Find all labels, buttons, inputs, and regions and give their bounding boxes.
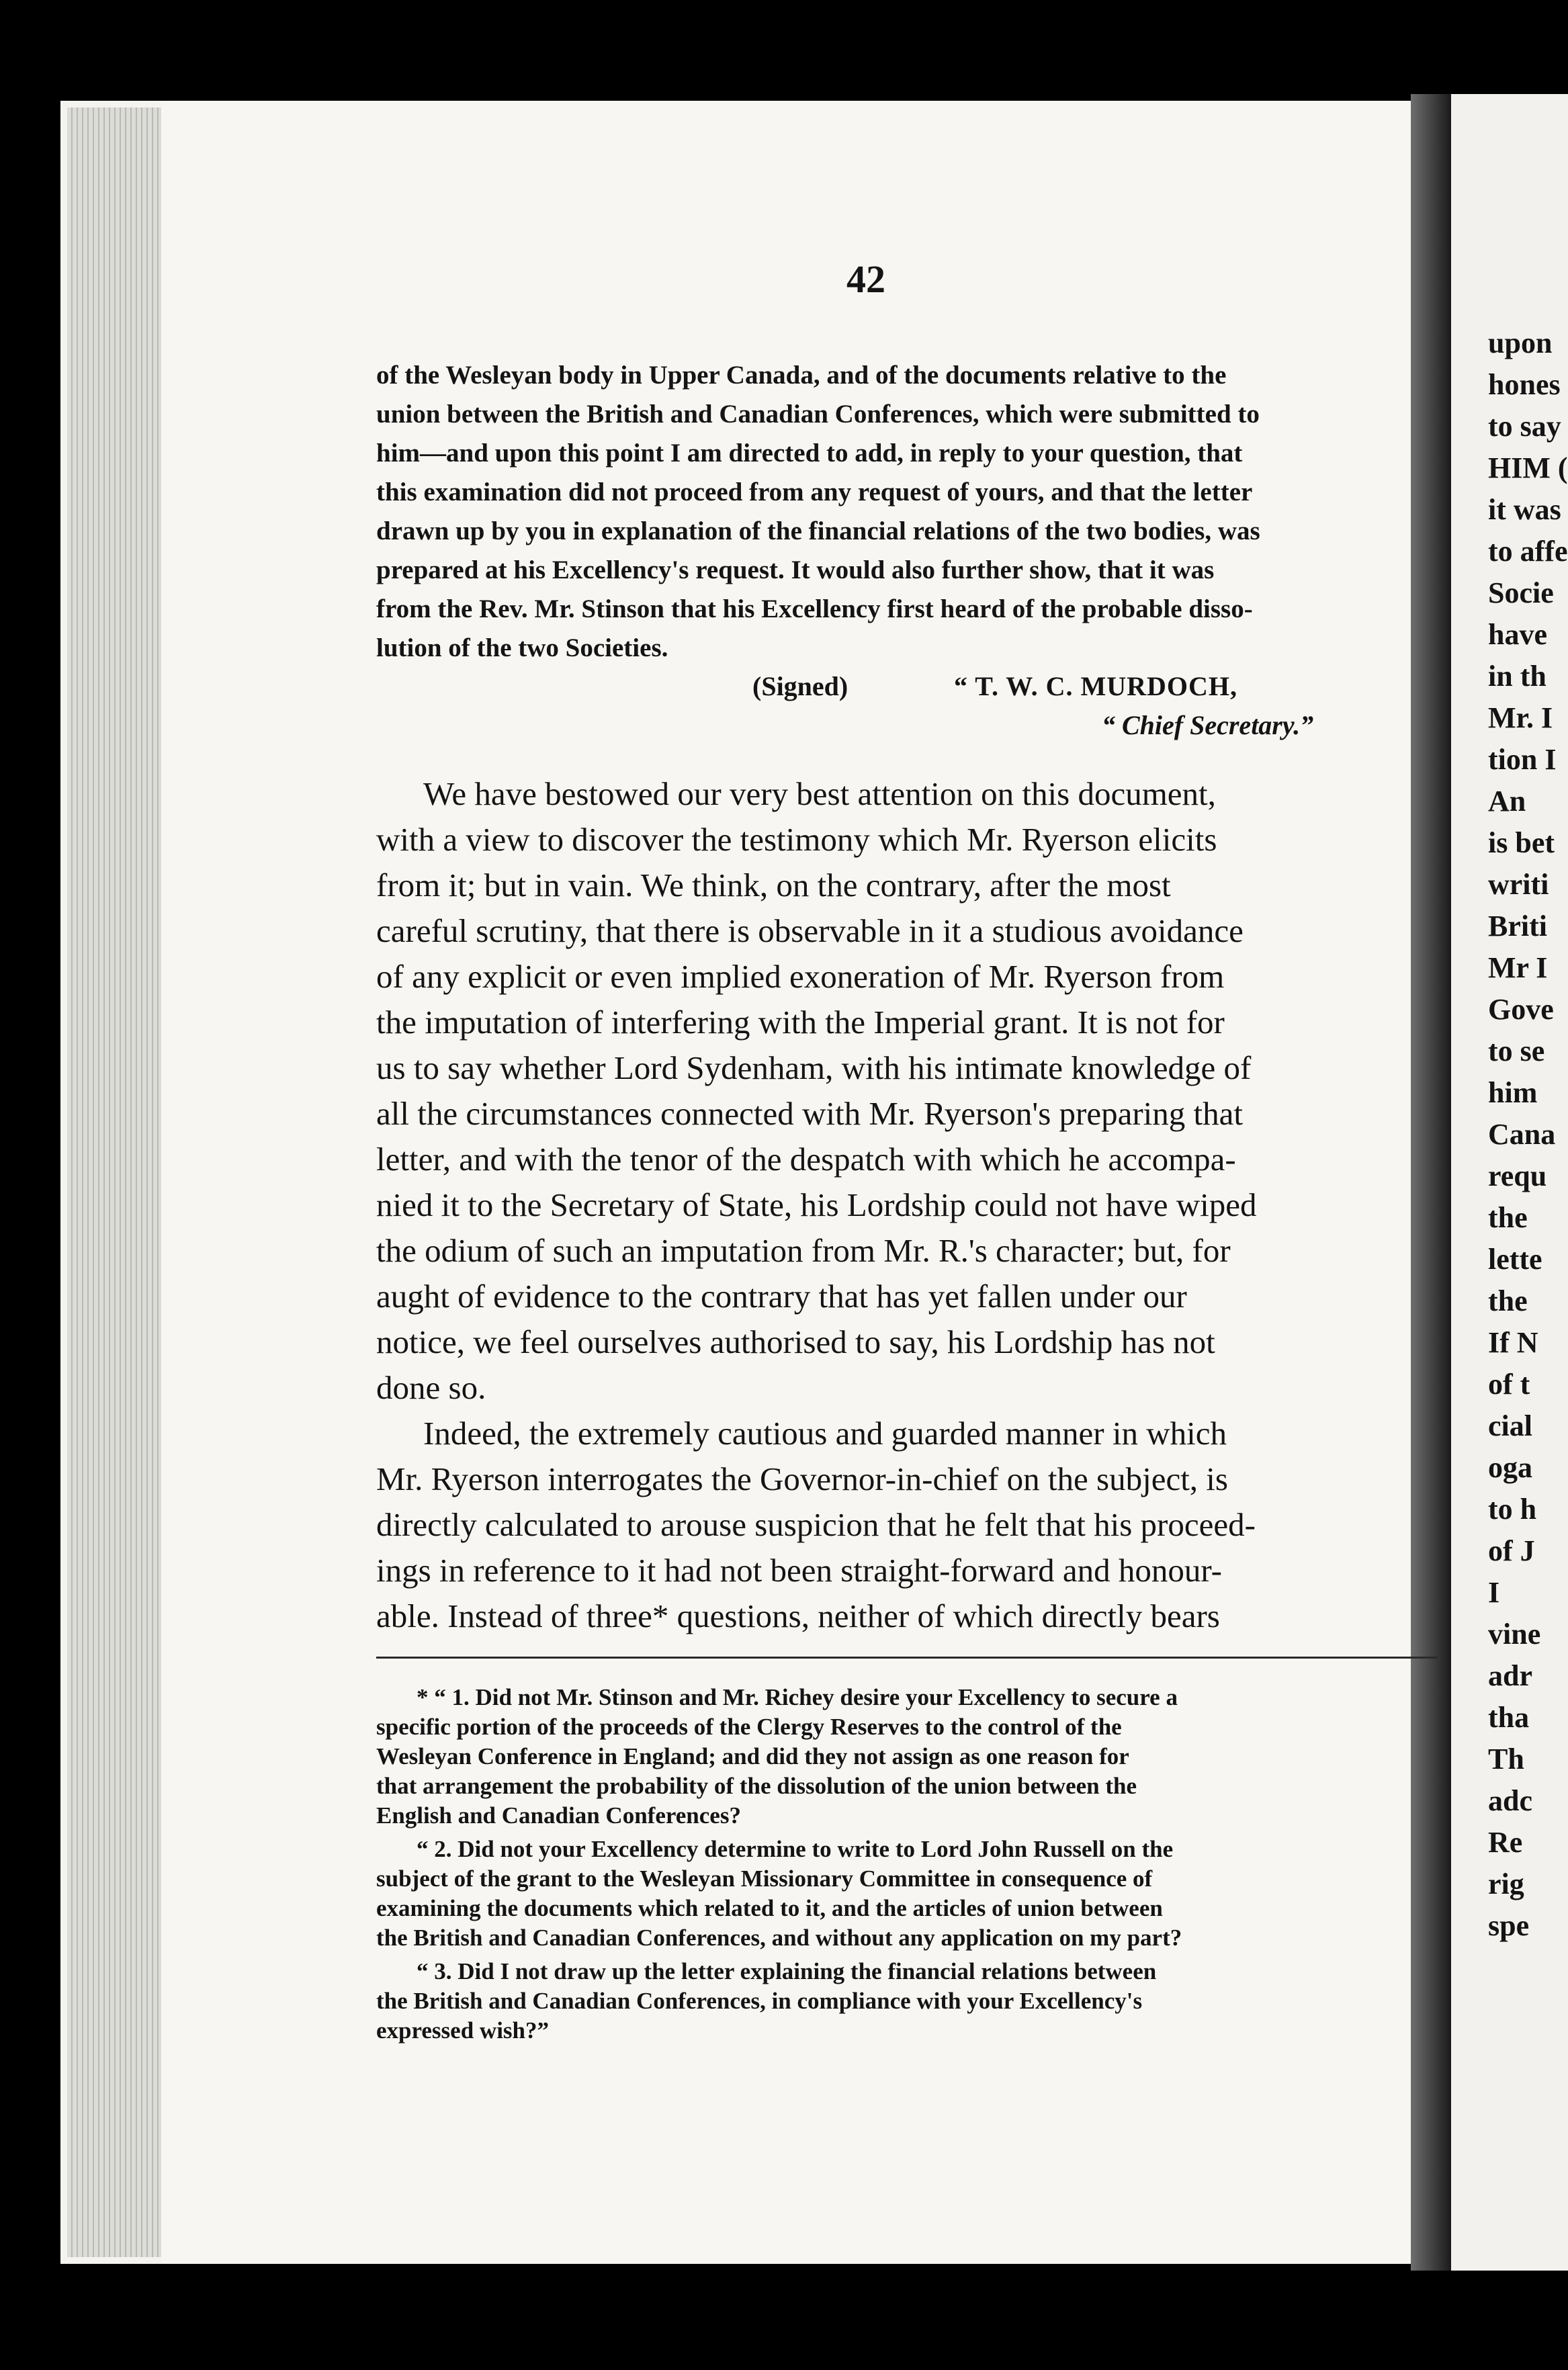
facing-page-line: rig [1488, 1868, 1524, 1900]
facing-page-line: tha [1488, 1701, 1530, 1734]
facing-page-line: requ [1488, 1159, 1547, 1192]
body-line: ings in reference to it had not been straight-forward and honour- [376, 1552, 1222, 1589]
facing-page-line: to affe [1488, 535, 1568, 568]
facing-page-line: have [1488, 618, 1547, 651]
footnote-line: expressed wish?” [376, 2017, 550, 2044]
body-line: aught of evidence to the contrary that has yet fallen under our [376, 1278, 1187, 1315]
letter-line: prepared at his Excellency's request. It would also further show, that it was [376, 556, 1215, 584]
body-line: We have bestowed our very best attention on this document, [423, 775, 1216, 812]
facing-page-line: HIM ( [1488, 451, 1568, 484]
facing-page-line: is bet [1488, 826, 1555, 859]
paragraph-1 [376, 771, 1444, 1411]
facing-page-text [1488, 322, 1568, 1947]
body-line: us to say whether Lord Sydenham, with his intimate knowledge of [376, 1049, 1252, 1086]
body-line: all the circumstances connected with Mr. Ryerson's preparing that [376, 1095, 1244, 1132]
body-line: directly calculated to arouse suspicion that he felt that his proceed- [376, 1506, 1256, 1543]
paragraph-2 [376, 1411, 1444, 1639]
body-line: notice, we feel ourselves authorised to say, his Lordship has not [376, 1323, 1215, 1360]
body-line: the odium of such an imputation from Mr. R.'s character; but, for [376, 1232, 1231, 1269]
facing-page-line: Cana [1488, 1118, 1556, 1151]
facing-page-line: in th [1488, 660, 1547, 693]
facing-page-line: An [1488, 785, 1526, 818]
footnote-line: the British and Canadian Conferences, in compliance with your Excellency's [376, 1988, 1143, 2014]
facing-page-line: Gove [1488, 993, 1554, 1026]
facing-page-line: Mr. I [1488, 701, 1553, 734]
facing-page-line: adr [1488, 1659, 1532, 1692]
facing-page-line: Socie [1488, 576, 1554, 609]
body-line: nied it to the Secretary of State, his Lordship could not have wiped [376, 1186, 1257, 1223]
facing-page-line: the [1488, 1284, 1528, 1317]
letter-line: of the Wesleyan body in Upper Canada, and of the documents relative to the [376, 361, 1227, 390]
facing-page-line: I [1488, 1576, 1500, 1609]
facing-page-line: cial [1488, 1409, 1532, 1442]
facing-page-line: adc [1488, 1784, 1532, 1817]
facing-page-line: If N [1488, 1326, 1538, 1359]
facing-page-line: Briti [1488, 910, 1547, 942]
facing-page-line: lette [1488, 1243, 1542, 1276]
signed-label: (Signed) [752, 671, 848, 701]
facing-page-line: Mr I [1488, 951, 1548, 984]
body-line: the imputation of interfering with the Imperial grant. It is not for [376, 1004, 1225, 1041]
facing-page-line: vine [1488, 1618, 1541, 1651]
facing-page-line: Re [1488, 1826, 1523, 1859]
footnote-3 [376, 1957, 1444, 2046]
body-line: of any explicit or even implied exoneration of Mr. Ryerson from [376, 958, 1225, 995]
facing-page-line: oga [1488, 1451, 1532, 1484]
facing-page-line: tion I [1488, 743, 1557, 776]
footnote-1 [376, 1683, 1444, 1831]
facing-page-line: it was [1488, 493, 1561, 526]
body-line: Mr. Ryerson interrogates the Governor-in-chief on the subject, is [376, 1460, 1228, 1497]
facing-page-line: to se [1488, 1035, 1545, 1067]
letter-line: this examination did not proceed from any request of yours, and that the letter [376, 478, 1253, 507]
signer-name: “ T. W. C. MURDOCH, [954, 671, 1238, 701]
footnote-line: “ 3. Did I not draw up the letter explaining the financial relations between [417, 1958, 1157, 1984]
facing-page-line: to say [1488, 410, 1561, 443]
facing-page [1451, 94, 1568, 2271]
letter-line: union between the British and Canadian Conferences, which were submitted to [376, 400, 1260, 429]
facing-page-line: of J [1488, 1534, 1535, 1567]
letter-line: him—and upon this point I am directed to add, in reply to your question, that [376, 439, 1243, 468]
facing-page-line: hones [1488, 368, 1561, 401]
page-edges [67, 107, 161, 2257]
facing-page-line: upon [1488, 326, 1553, 359]
footnote-2 [376, 1835, 1444, 1953]
footnote-line: examining the documents which related to it, and the articles of union between [376, 1895, 1163, 1921]
body-line: done so. [376, 1369, 486, 1406]
footnote-line: “ 2. Did not your Excellency determine to write to Lord John Russell on the [417, 1836, 1174, 1862]
facing-page-line: to h [1488, 1493, 1537, 1526]
signer-title: “ Chief Secretary.” [1102, 710, 1314, 740]
footnote-line: * “ 1. Did not Mr. Stinson and Mr. Richey desire your Excellency to secure a [417, 1684, 1178, 1710]
signature-row [376, 670, 1444, 709]
letter-line: from the Rev. Mr. Stinson that his Excellency first heard of the probable disso- [376, 595, 1253, 623]
footnote-line: English and Canadian Conferences? [376, 1802, 741, 1829]
facing-page-line: of t [1488, 1368, 1530, 1401]
facing-page-line: the [1488, 1201, 1528, 1234]
footnote-line: Wesleyan Conference in England; and did they not assign as one reason for [376, 1743, 1129, 1769]
quoted-letter [376, 356, 1444, 668]
body-line: careful scrutiny, that there is observable in it a studious avoidance [376, 912, 1244, 949]
body-line: able. Instead of three* questions, neither of which directly bears [376, 1597, 1220, 1634]
facing-page-line: writi [1488, 868, 1549, 901]
body-line: with a view to discover the testimony which Mr. Ryerson elicits [376, 821, 1217, 858]
footnote-line: subject of the grant to the Wesleyan Missionary Committee in consequence of [376, 1866, 1153, 1892]
footnote-line: that arrangement the probability of the dissolution of the union between the [376, 1773, 1137, 1799]
footnote-rule [376, 1657, 1438, 1659]
footnote-line: specific portion of the proceeds of the Clergy Reserves to the control of the [376, 1714, 1122, 1740]
body-line: letter, and with the tenor of the despatch with which he accompa- [376, 1141, 1236, 1178]
letter-line: drawn up by you in explanation of the financial relations of the two bodies, was [376, 517, 1260, 545]
page-text [376, 249, 1444, 2046]
facing-page-line: spe [1488, 1909, 1530, 1942]
letter-line: lution of the two Societies. [376, 633, 668, 662]
facing-page-line: Th [1488, 1743, 1524, 1775]
footnotes [376, 1683, 1444, 2046]
facing-page-line: him [1488, 1076, 1538, 1109]
page-number: 42 [846, 257, 885, 301]
body-line: Indeed, the extremely cautious and guarded manner in which [423, 1415, 1227, 1452]
body-line: from it; but in vain. We think, on the contrary, after the most [376, 867, 1171, 904]
footnote-line: the British and Canadian Conferences, and without any application on my part? [376, 1925, 1182, 1951]
